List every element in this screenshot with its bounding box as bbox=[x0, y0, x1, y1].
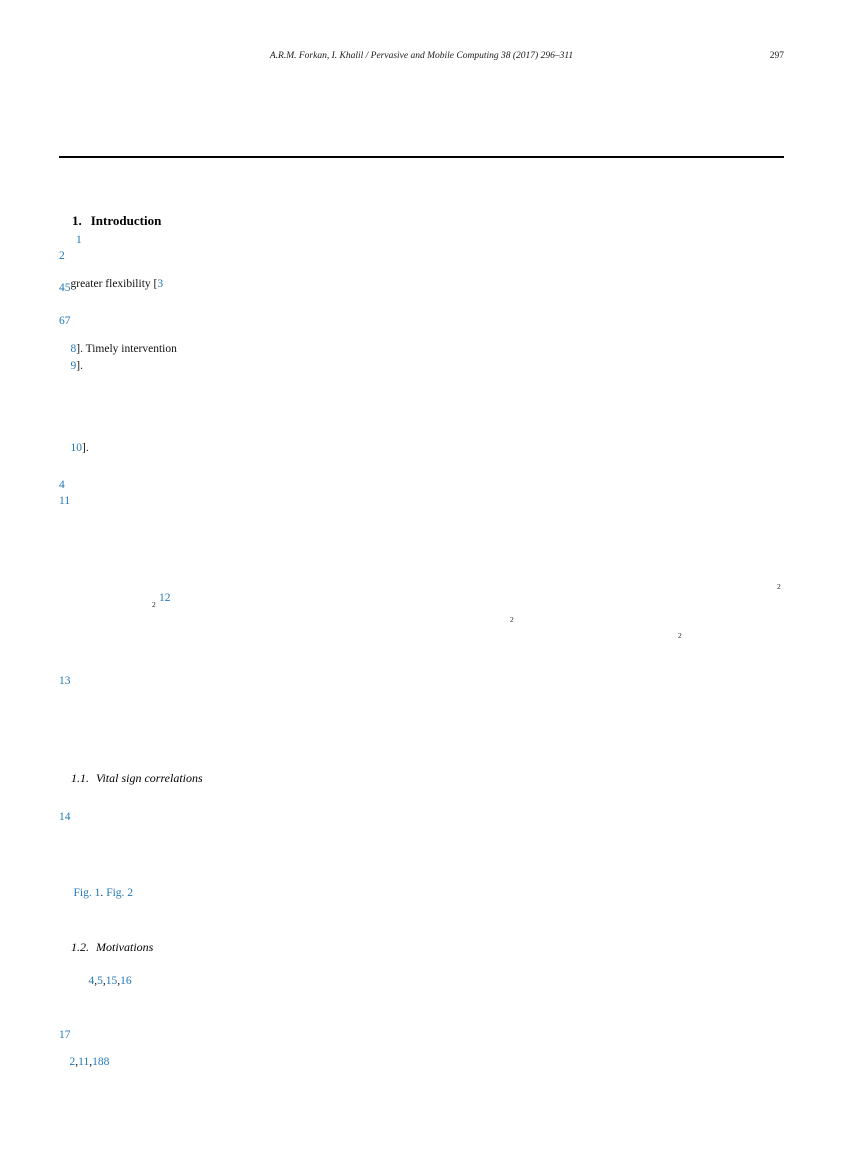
subscript-two: 2 bbox=[152, 600, 156, 609]
citation-link-3[interactable]: 3 bbox=[157, 277, 164, 290]
citation-number[interactable]: 12 bbox=[159, 592, 171, 604]
subscript-two: 2 bbox=[678, 631, 682, 640]
comma-separator: , bbox=[89, 1055, 93, 1068]
subscript-two: 2 bbox=[777, 582, 781, 591]
citation-link-8[interactable]: 8 bbox=[70, 342, 77, 355]
section-heading-motivations bbox=[59, 929, 153, 965]
citation-link-15[interactable]: 15 bbox=[105, 974, 118, 987]
section-heading-introduction bbox=[59, 201, 161, 240]
section-title: Motivations bbox=[96, 940, 154, 954]
body-text-fragment: ]. bbox=[82, 441, 89, 454]
citation-link-4[interactable] bbox=[59, 480, 65, 492]
citation-link-4[interactable]: 4 bbox=[88, 974, 95, 987]
citation-link-9[interactable]: 9 bbox=[70, 359, 77, 372]
citation-number[interactable]: 13 bbox=[59, 675, 71, 687]
citation-link-188[interactable]: 188 bbox=[92, 1055, 110, 1068]
citation-group-2-11-188 bbox=[58, 1045, 109, 1080]
citation-number[interactable]: 4 bbox=[59, 479, 65, 491]
citation-link-13[interactable] bbox=[59, 676, 71, 688]
body-text-fragment: ]. Timely intervention bbox=[76, 342, 177, 355]
citation-link-16[interactable]: 16 bbox=[120, 974, 132, 987]
figure-references-line bbox=[62, 876, 133, 911]
citation-number[interactable]: 45 bbox=[59, 282, 71, 294]
section-title: Introduction bbox=[90, 213, 162, 228]
citation-number[interactable]: 17 bbox=[59, 1029, 71, 1041]
body-line-flexibility bbox=[59, 267, 163, 302]
figure-link-1[interactable]: Fig. 1 bbox=[73, 886, 101, 899]
section-number: 1.2. bbox=[71, 940, 89, 954]
citation-link-11[interactable]: 11 bbox=[78, 1055, 90, 1068]
comma-separator: , bbox=[94, 974, 98, 987]
subscript-two: 2 bbox=[510, 615, 514, 624]
citation-link-11[interactable] bbox=[59, 496, 70, 508]
citation-number[interactable]: 67 bbox=[59, 315, 71, 327]
body-text-fragment: . bbox=[100, 886, 104, 899]
citation-link-2[interactable] bbox=[59, 251, 65, 263]
body-line-10 bbox=[59, 431, 89, 466]
section-heading-vital-sign-correlations bbox=[59, 760, 203, 796]
page-number: 297 bbox=[769, 51, 784, 61]
citation-number[interactable]: 1 bbox=[76, 234, 82, 246]
citation-link-5[interactable]: 5 bbox=[97, 974, 103, 987]
citation-number[interactable]: 11 bbox=[59, 495, 71, 507]
body-text-fragment: ]. bbox=[76, 359, 83, 372]
citation-link-67[interactable] bbox=[59, 316, 71, 328]
citation-link-1[interactable] bbox=[76, 235, 82, 247]
figure-link-2[interactable]: Fig. 2 bbox=[106, 886, 134, 899]
citation-number[interactable]: 14 bbox=[59, 811, 71, 823]
citation-link-14[interactable] bbox=[59, 812, 71, 824]
section-number: 1.1. bbox=[71, 771, 89, 785]
body-text-fragment: greater flexibility [ bbox=[70, 277, 158, 290]
body-line-9 bbox=[59, 349, 83, 384]
citation-link-10[interactable]: 10 bbox=[70, 441, 82, 454]
section-title: Vital sign correlations bbox=[96, 771, 203, 785]
comma-separator: , bbox=[102, 974, 106, 987]
citation-link-2[interactable]: 2 bbox=[69, 1055, 76, 1068]
citation-group-4-5-15-16 bbox=[77, 964, 132, 999]
header-divider-rule bbox=[59, 156, 784, 158]
citation-link-17[interactable] bbox=[59, 1030, 71, 1042]
citation-number[interactable]: 2 bbox=[59, 250, 65, 262]
citation-link-45[interactable] bbox=[59, 283, 71, 295]
citation-link-12[interactable] bbox=[159, 593, 171, 605]
section-number: 1. bbox=[72, 213, 82, 228]
comma-separator: , bbox=[117, 974, 121, 987]
comma-separator: , bbox=[75, 1055, 79, 1068]
running-title: A.R.M. Forkan, I. Khalil / Pervasive and Mobile Computing 38 (2017) 296–311 bbox=[269, 51, 574, 61]
